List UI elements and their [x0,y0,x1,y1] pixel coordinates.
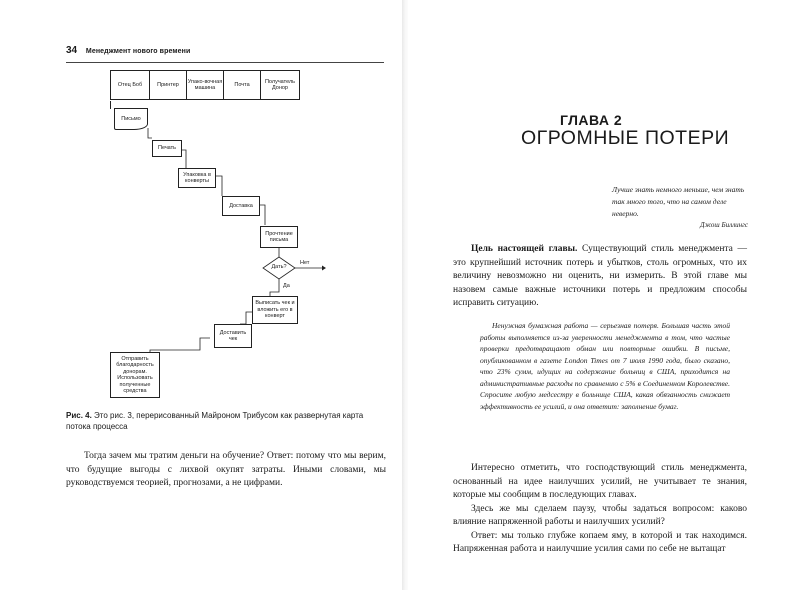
connector-check-deliver [240,312,252,324]
box-delivery: Доставка [222,196,260,216]
caption-text: Это рис. 3, перерисованный Майроном Трибусом как развернутая карта потока процесса [66,411,364,431]
label-no: Нет [300,260,310,266]
process-flow-diagram [0,0,403,420]
chapter-title: ОГРОМНЫЕ ПОТЕРИ [521,127,730,149]
right-paragraph: Интересно отметить, что господствующий стиль менеджмента, основанный на идее наилучших усилий, не учитывает те знания, которые мы сообщим в последующих главах. [453,463,747,500]
arrow-no [322,266,326,271]
lane-printer: Принтер [149,70,187,100]
caption-label: Рис. 4. [66,411,92,420]
figure-caption [66,410,386,432]
page-number: 34 [66,45,78,56]
connector-delivery-read [260,205,265,225]
box-print: Печать [152,140,182,157]
quote-text: Ненужная бумажная работа — серьезная потеря. Большая часть этой работы выполняется из-за уверенности менеджмента в том, что частые проверки предотвращают обман или повторные ошибки. В письме, опубликованном в газете London Times от 7 июля 1990 года, было сказано, что 23% сумм, идущих на содержание больниц в США, приходится на административные расходы по сравнению с 5% в Соединенном Королевстве. Спросите любую медсестру в больнице США, какая обязанность снижает эффективность ее усилий, и она ответит: заполнение бумаг. [480,321,730,411]
connector-envelope-delivery [216,176,222,196]
epigraph: Лучше знать немного меньше, чем знать так много того, что на самом деле неверно. [612,185,745,218]
left-body-text [66,450,386,491]
chapter-label: ГЛАВА 2 [560,112,623,128]
lane-recipient-donor: Получатель Донор [260,70,300,100]
connector-letter-print [148,128,152,138]
box-write-check: Выписать чек и вложить его в конверт [252,296,298,324]
intro-text: Существующий стиль менеджмента — это крупнейший источник потерь и убытков, столь огромных, что их величину невозможно ни оценить, ни измерить. В этой главе мы назовем самые важные источники потерь и предложим способы исправить ситуацию. [453,244,747,308]
right-body-text [453,462,747,557]
box-send-thanks: Отправить благодарность донорам. Использовать полученные средства [110,352,160,398]
left-paragraph: Тогда зачем мы тратим деньги на обучение? Ответ: потому что мы верим, что будущие выгоды с лихвой окупят затраты. Иными словами, мы руководствуемся теорией, прогнозами, а не цифрами. [66,451,386,488]
right-paragraph: Здесь же мы сделаем паузу, чтобы задаться вопросом: каково влияние напряженной работы и наилучших усилий? [453,503,747,527]
running-title: Менеджмент нового времени [85,48,191,55]
epigraph-author: Джош Биллингс [700,221,748,229]
label-yes: Да [283,283,290,289]
box-read: Прочтение письма [260,226,298,248]
decision-label: Дать? [271,264,287,270]
lane-packing-machine: Упако-вочная машина [186,70,224,100]
right-paragraph: Ответ: мы только глубже копаем яму, в которой и так находимся. Напряженная работа и наилучшие усилия сами по себе не вытащат [453,530,747,554]
lane-post: Почта [223,70,261,100]
box-envelope: Упаковка в конверты [178,168,216,188]
box-deliver-check: Доставить чек [214,324,252,348]
lane-father-bob: Отец Боб [110,70,150,100]
diagram-connectors [0,0,403,420]
box-letter: Письмо [114,108,148,130]
left-page [0,0,403,590]
inset-quote [480,320,730,412]
chapter-intro [453,243,747,311]
connector-decision-yes [270,279,279,296]
intro-lead: Цель настоящей главы. [471,244,578,254]
